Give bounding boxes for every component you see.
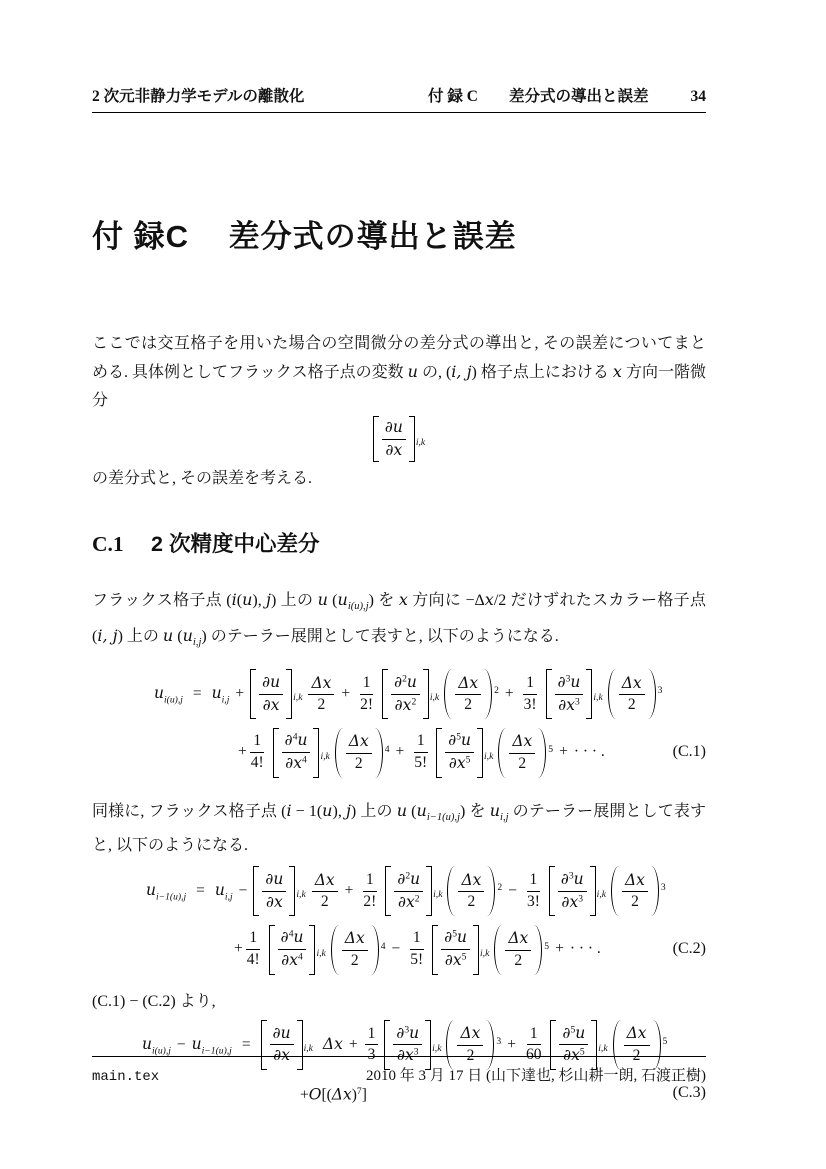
equation-number-c3: (C.3) [672, 1084, 706, 1102]
section-title-text: 2 次精度中心差分 [151, 532, 320, 557]
display-equation-dudx: ∂u ∂x i,k [92, 415, 706, 463]
equation-c3-line2: (C.3) $+O[(\Delta x)^7]$ [300, 1077, 706, 1110]
equation-c2 [92, 864, 706, 976]
equation-c1-line2: (C.1) + $\frac{1}{4!}$ ∂$^4$u $\partial x^4$ i,k Δx 2 4 + $\frac{1}{5!}$ ∂$^5$u $\partial x^5$ i,k Δx 2 5 + · · · . [238, 726, 706, 778]
page-content [92, 0, 706, 1110]
paragraph-subtraction: (C.1) − (C.2) より, [92, 992, 216, 1010]
running-head [92, 84, 706, 113]
chapter-title [92, 211, 706, 256]
paragraph-taylor-1: フラックス格子点 (i(u), j) 上の u $(u_{i(u),j})$ を x 方向に −Δx/2 だけずれたスカラー格子点 (i, j) 上の u $(u_{i,j})$ のテーラー展開として表すと, 以下のようになる. [92, 590, 706, 648]
equation-c1-line1: $u_{i(u),j} = u_{i,j}$ + ∂u ∂x i,k $\frac{\Delta x}{2}$ + $\frac{1}{2!}$ ∂$^2$u $\partial x^2$ i,k Δx 2 2 + $\frac{1}{3!}$ ∂$^3$u $\partial x^3$ i,k Δx 2 3 [154, 667, 706, 726]
chapter-title-text: 差分式の導出と誤差 [228, 219, 517, 254]
page-footer [92, 1056, 706, 1085]
equation-number-c2: (C.2) [672, 940, 706, 958]
footer-filename: main.tex [92, 1069, 160, 1085]
chapter-label: 付 録C [92, 219, 189, 254]
section-heading-c1 [92, 527, 706, 558]
running-head-title: 付 録 C 差分式の導出と誤差 [428, 88, 649, 105]
page-number: 34 [690, 88, 706, 105]
footer-date-authors: 2010 年 3 月 17 日 (山下達也, 杉山耕一朗, 石渡正樹) [366, 1068, 706, 1084]
equation-c2-line2: (C.2) + $\frac{1}{4!}$ ∂$^4$u $\partial x^4$ i,k Δx 2 4 − $\frac{1}{5!}$ ∂$^5$u $\partial x^5$ i,k Δx 2 5 + · · · . [234, 923, 706, 975]
section-number: C.1 [92, 532, 124, 557]
paragraph-taylor-2: 同様に, フラックス格子点 (i − 1(u), j) 上の u $(u_{i-1(u),j})$ を $u_{i,j}$ のテーラー展開として表すと, 以下のようになる. [92, 800, 706, 854]
running-head-left: 2 次元非静力学モデルの離散化 [92, 88, 305, 105]
equation-c2-line1: $u_{i-1(u),j} = u_{i,j}$ − ∂u ∂x i,k $\frac{\Delta x}{2}$ + $\frac{1}{2!}$ ∂$^2$u $\partial x^2$ i,k Δx 2 2 − $\frac{1}{3!}$ ∂$^3$u $\partial x^3$ i,k Δx 2 3 [146, 864, 706, 923]
equation-number-c1: (C.1) [672, 743, 706, 761]
equation-c1 [92, 667, 706, 779]
equation-c3-line1: $u_{i(u),j} - u_{i-1(u),j}$ = ∂u ∂x i,k Δx + $\frac{1}{3}$ ∂$^3$u $\partial x^3$ i,k Δx 2 3 + $\frac{1}{60}$ ∂$^5$u $\partial x^5$ i,k Δx 2 5 [142, 1018, 706, 1077]
paragraph-intro-cont: の差分式と, その誤差を考える. [92, 470, 313, 488]
paragraph-intro: ここでは交互格子を用いた場合の空間微分の差分式の導出と, その誤差についてまとめる. 具体例としてフラックス格子点の変数 u の, (i, j) 格子点上における x 方向一階微分 [92, 335, 706, 409]
